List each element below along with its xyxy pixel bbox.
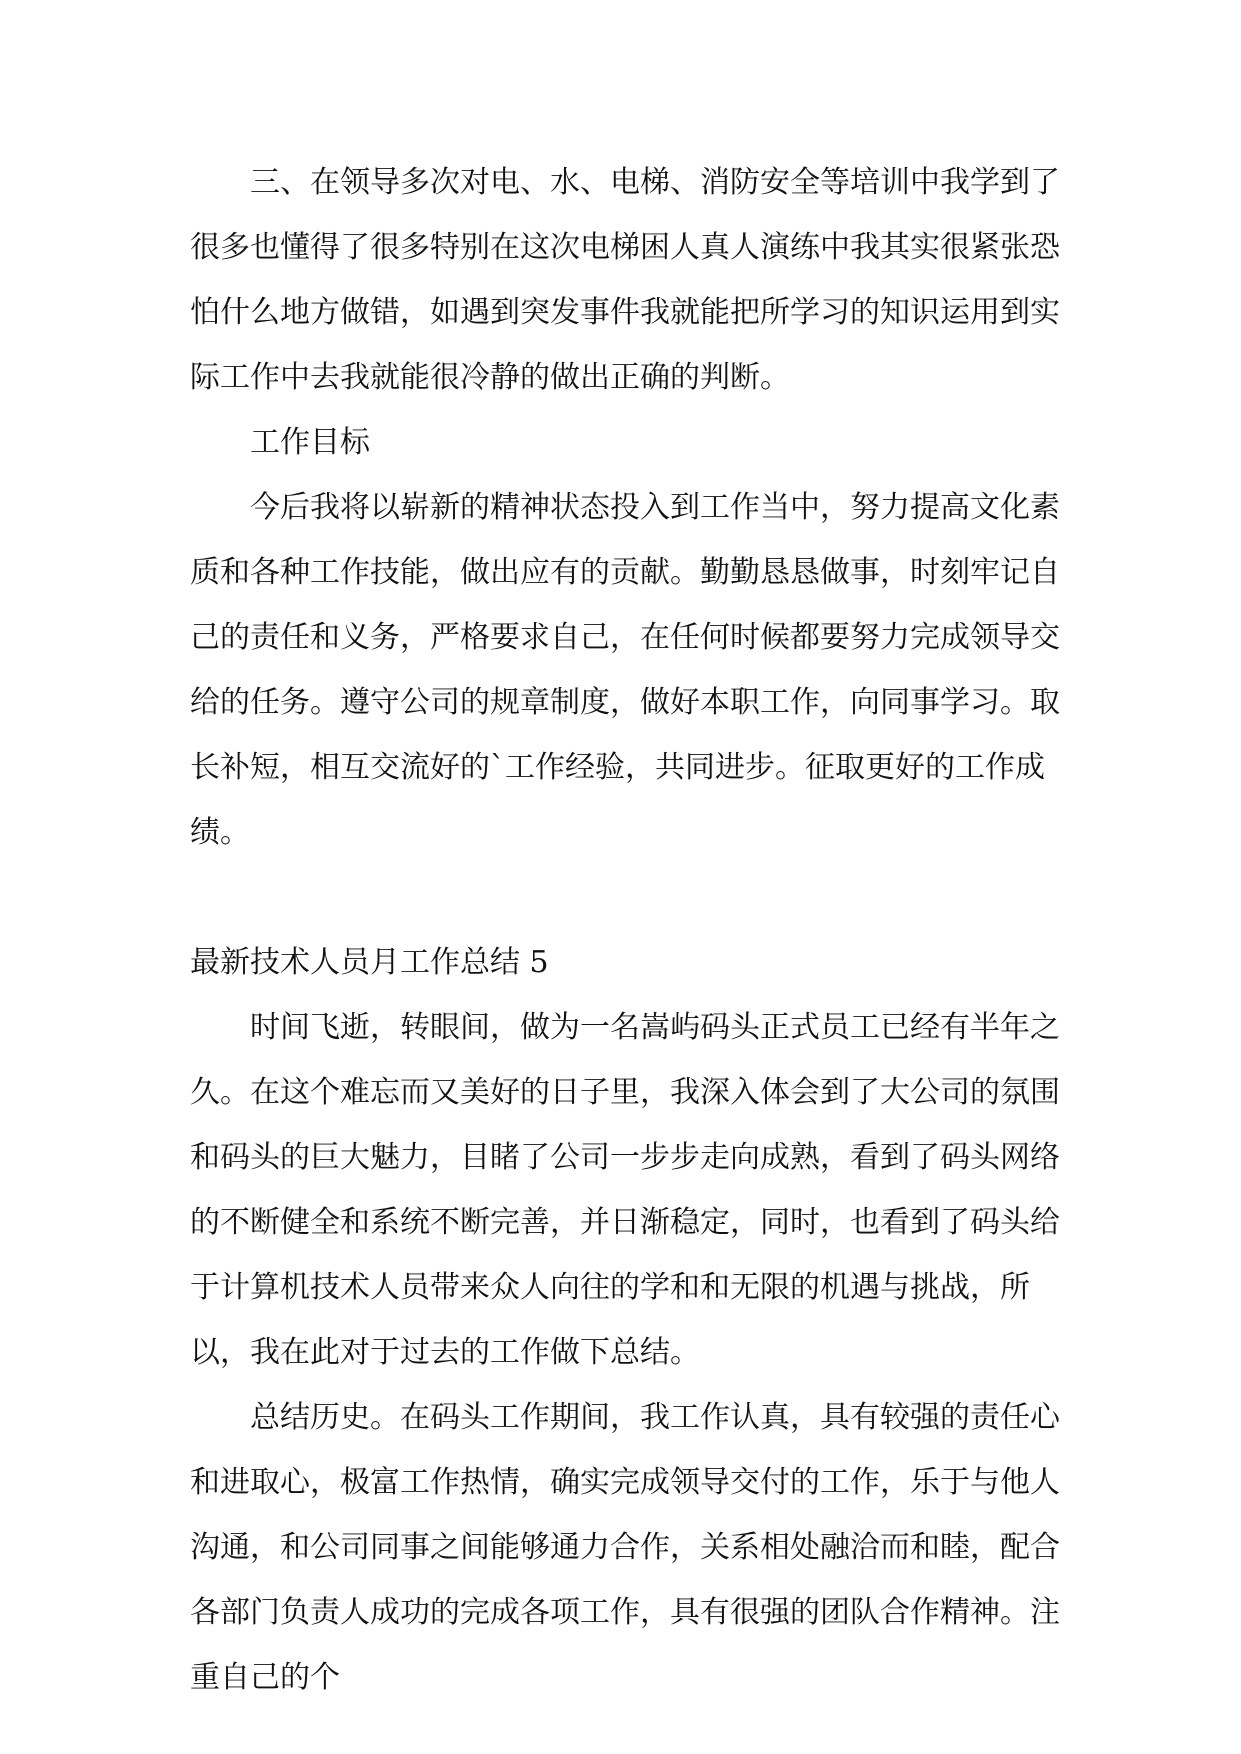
section-title: 最新技术人员月工作总结 5 bbox=[190, 945, 549, 980]
paragraph-training: 三、在领导多次对电、水、电梯、消防安全等培训中我学到了很多也懂得了很多特别在这次电梯困人真人演练中我其实很紧张恐怕什么地方做错，如遇到突发事件我就能把所学习的知识运用到实际工作中去我就能很冷静的做出正确的判断。 bbox=[190, 165, 1060, 395]
document-body bbox=[190, 150, 1060, 1710]
paragraph-goal-body: 今后我将以崭新的精神状态投入到工作当中，努力提高文化素质和各种工作技能，做出应有的贡献。勤勤恳恳做事，时刻牢记自己的责任和义务，严格要求自己，在任何时候都要努力完成领导交给的任务。遵守公司的规章制度，做好本职工作，向同事学习。取长补短，相互交流好的`工作经验，共同进步。征取更好的工作成绩。 bbox=[190, 490, 1060, 850]
paragraph-goal-heading: 工作目标 bbox=[250, 425, 370, 460]
section-gap bbox=[190, 865, 1060, 930]
paragraph-time-flies: 时间飞逝，转眼间，做为一名嵩屿码头正式员工已经有半年之久。在这个难忘而又美好的日子里，我深入体会到了大公司的氛围和码头的巨大魅力，目睹了公司一步步走向成熟，看到了码头网络的不断健全和系统不断完善，并日渐稳定，同时，也看到了码头给于计算机技术人员带来众人向往的学和和无限的机遇与挑战，所以，我在此对于过去的工作做下总结。 bbox=[190, 1010, 1060, 1370]
paragraph-summary-history: 总结历史。在码头工作期间，我工作认真，具有较强的责任心和进取心，极富工作热情，确实完成领导交付的工作，乐于与他人沟通，和公司同事之间能够通力合作，关系相处融洽而和睦，配合各部门负责人成功的完成各项工作，具有很强的团队合作精神。注重自己的个 bbox=[190, 1400, 1060, 1695]
